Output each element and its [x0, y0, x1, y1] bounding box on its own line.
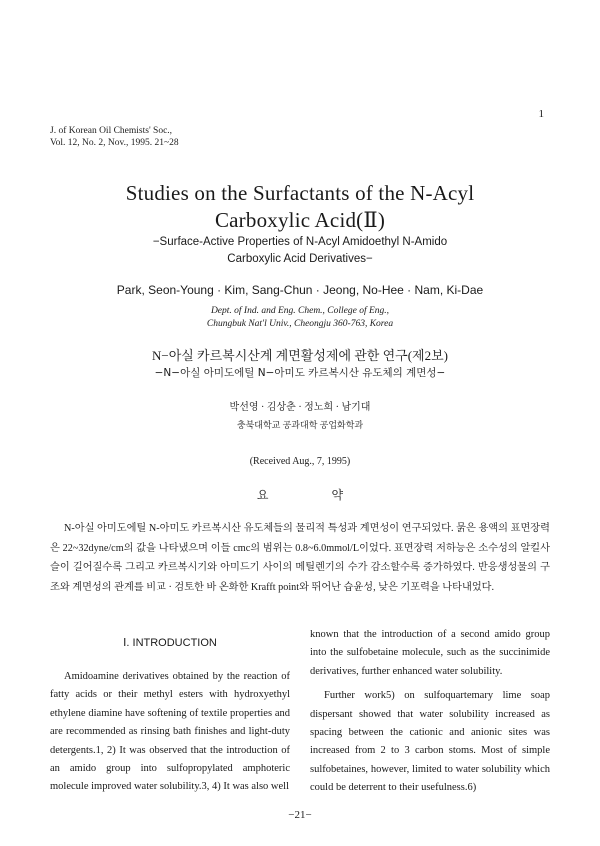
korean-author-list: 박선영 · 김상춘 · 정노희 · 남기대 — [229, 402, 371, 413]
introduction-left-column: Amidoamine derivatives obtained by the reaction of fatty acids or their methyl esters with hydroxyethyl ethylene diamine have softening of textile properties and are recommended as rinsing bath finishes and light-duty detergents.1, 2) It was observed that the introduction of an amido group into sulfopropylated amphoteric molecule improved water solubility.3, 4) It was also well — [50, 671, 290, 793]
abstract-heading: 요 약 — [256, 488, 374, 502]
page-number-bottom: −21− — [288, 809, 312, 821]
introduction-right-column — [310, 626, 550, 798]
page-number-top: 1 — [538, 108, 544, 120]
introduction-paragraph-1: known that the introduction of a second amido group into the sulfobetaine molecule, such as the succinimide derivatives, further enhanced water solubility. — [310, 629, 550, 677]
abstract-text: N-아실 아미도에틸 N-아미도 카르복시산 유도체들의 물리적 특성과 계면성이 연구되었다. 묽은 용액의 표면장력은 22~32dyne/cm의 값을 나타냈으며 이들 cmc의 범위는 0.8~6.0mmol/L이었다. 표면장력 저하능은 소수성의 알킬사슬이 길어질수록 그리고 카르복시기와 아미드기 사이의 메틸렌기의 수가 감소할수록 증가하였다. 반응생성물의 구조와 계면성의 관계를 비교 · 검토한 바 온화한 Krafft point와 뛰어난 습윤성, 낮은 기포력을 나타내었다. — [50, 523, 550, 593]
received-date: (Received Aug., 7, 1995) — [249, 456, 351, 467]
paper-title-line-2: Carboxylic Acid(Ⅱ) — [214, 208, 386, 232]
korean-title: N−아실 카르복시산계 계면활성제에 관한 연구(제2보) — [151, 348, 449, 363]
korean-affiliation: 충북대학교 공과대학 공업화학과 — [236, 420, 364, 430]
introduction-paragraph-2: Further work5) on sulfoquartemary lime soap dispersant showed that water solubility increased as spacing between the cationic and anionic sites was increased from 2 to 3 carbon stoms. Most of simple sulfobetaines, however, limited to water solubility which could be deterrent to their usefulness.6) — [310, 690, 550, 794]
paper-title — [0, 180, 600, 234]
affiliation-line-2: Chungbuk Nat'l Univ., Cheongju 360-763, Korea — [206, 318, 394, 329]
journal-citation — [50, 125, 179, 149]
paper-subtitle — [0, 234, 600, 268]
author-list: Park, Seon-Young · Kim, Sang-Chun · Jeong, No-Hee · Nam, Ki-Dae — [116, 283, 484, 297]
affiliation-line-1: Dept. of Ind. and Eng. Chem., College of Eng., — [210, 306, 390, 316]
introduction-heading: Ⅰ. INTRODUCTION — [123, 637, 217, 649]
journal-line-2: Vol. 12, No. 2, Nov., 1995. 21~28 — [50, 138, 179, 148]
affiliation — [0, 305, 600, 330]
paper-subtitle-line-1: −Surface-Active Properties of N-Acyl Amidoethyl N-Amido — [152, 236, 448, 248]
journal-line-1: J. of Korean Oil Chemists' Soc., — [50, 126, 173, 136]
paper-title-line-1: Studies on the Surfactants of the N-Acyl — [125, 181, 475, 205]
korean-subtitle: −N−아실 아미도에틸 N−아미도 카르복시산 유도체의 계면성− — [154, 367, 446, 379]
paper-subtitle-line-2: Carboxylic Acid Derivatives− — [227, 253, 373, 265]
